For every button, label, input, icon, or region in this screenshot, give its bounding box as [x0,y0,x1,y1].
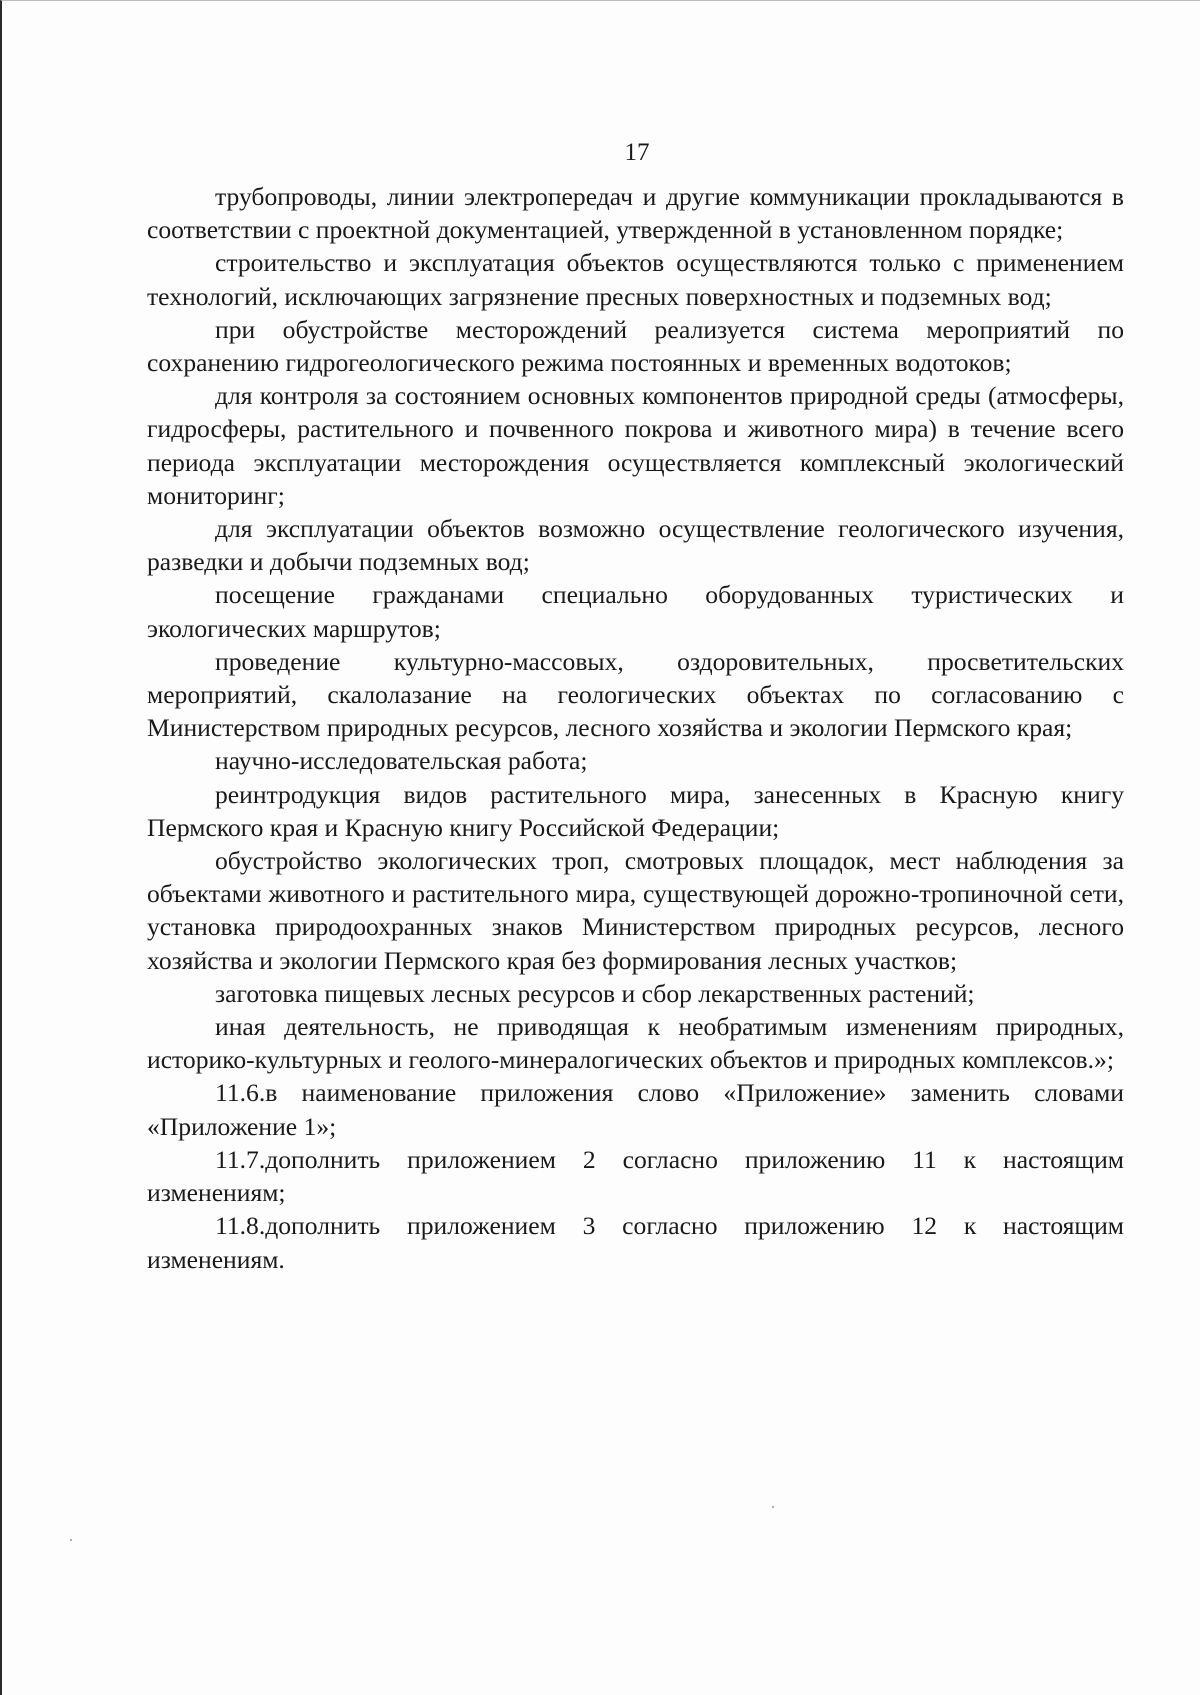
paragraph-amendment-11-7: 11.7.дополнить приложением 2 согласно приложению 11 к настоящим изменениям; [147,1144,1124,1208]
paragraph-pipelines: трубопроводы, линии электропередач и другие коммуникации прокладываются в соответствии с проектной документацией, утвержденной в установленном порядке; [147,182,1124,245]
paragraph-research: научно-исследовательская работа; [215,746,588,776]
document-body [147,180,1124,1276]
paragraph-amendment-11-8: 11.8.дополнить приложением 3 согласно приложению 12 к настоящим изменениям. [147,1211,1124,1274]
paragraph-cultural-events: проведение культурно-массовых, оздоровительных, просветительских мероприятий, скалолазание на геологических объектах по согласованию с Министерством природных ресурсов, лесного хозяйства и экологии Пермского края; [147,646,1124,743]
paragraph-monitoring: для контроля за состоянием основных компонентов природной среды (атмосферы, гидросферы, растительного и почвенного покрова и животного мира) в течение всего периода эксплуатации месторождения осуществляется комплексный экологический мониторинг; [147,381,1124,510]
paragraph-groundwater: для эксплуатации объектов возможно осуществление геологического изучения, разведки и добычи подземных вод; [147,514,1124,577]
paragraph-field-development: при обустройстве месторождений реализуется система мероприятий по сохранению гидрогеологического режима постоянных и временных водотоков; [147,314,1124,378]
scan-speck [772,1506,774,1508]
paragraph-other-activity: иная деятельность, не приводящая к необратимым изменениям природных, историко-культурных и геолого-минералогических объектов и природных комплексов.»; [147,1012,1124,1075]
paragraph-eco-trails: обустройство экологических троп, смотровых площадок, мест наблюдения за объектами животного и растительного мира, существующей дорожно-тропиночной сети, установка природоохранных знаков Министерством природных ресурсов, лесного хозяйства и экологии Пермского края без формирования лесных участков; [147,846,1124,975]
paragraph-forest-resources: заготовка пищевых лесных ресурсов и сбор лекарственных растений; [215,978,975,1008]
paragraph-amendment-11-6: 11.6.в наименование приложения слово «Приложение» заменить словами «Приложение 1»; [147,1078,1124,1141]
page-number: 17 [624,139,650,166]
paragraph-tourist-routes: посещение гражданами специально оборудованных туристических и экологических маршрутов; [147,580,1124,643]
paragraph-reintroduction: реинтродукция видов растительного мира, занесенных в Красную книгу Пермского края и Красную книгу Российской Федерации; [147,779,1124,842]
scan-speck [70,1539,72,1541]
paragraph-construction: строительство и эксплуатация объектов осуществляются только с применением технологий, исключающих загрязнение пресных поверхностных и подземных вод; [147,248,1124,311]
